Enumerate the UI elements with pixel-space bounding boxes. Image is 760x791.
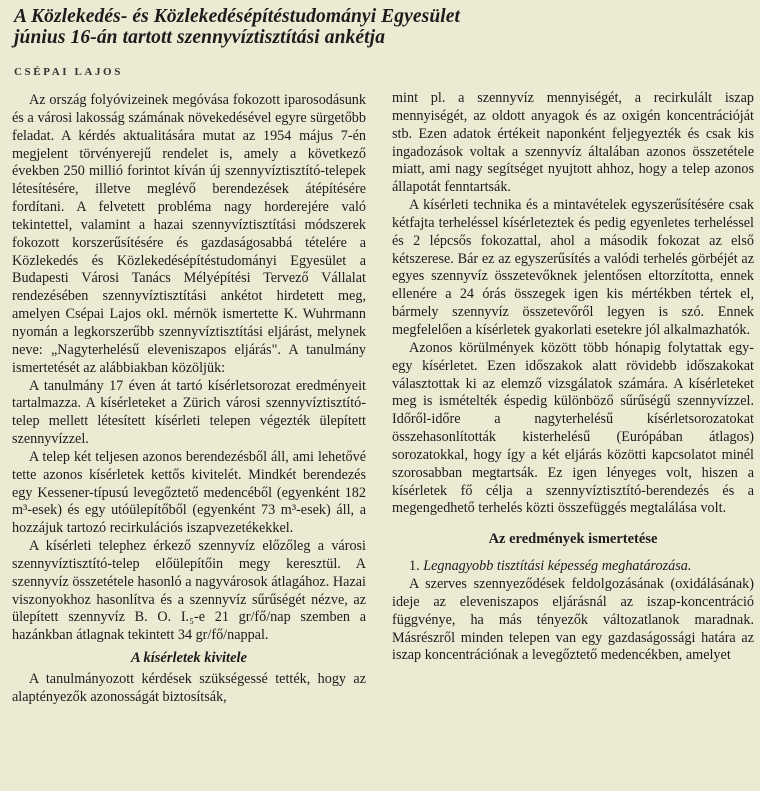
- body-paragraph: A tanulmányozott kérdések szükségessé tették, hogy az alaptényezők azonosságát biztosítsák,: [12, 671, 366, 705]
- body-paragraph: A kísérleti technika és a mintavételek egyszerűsítésére csak kétfajta terheléssel kísérleteztek és pedig egyenletes terheléssel és 2 lépcsős fokozattal, ahol a második fokozat az első kétszerese. Bár ez az egyszerűsítés a valódi terhelés görbéjét az egyes szennyvíz összetevőknek jelentősen eltorzította, ennek ellenére a 24 órás összegek igen kis mértékben tértek el, bármely szennyvíz összetevőről legyen is szó. Ennek megfelelően a kísérletek gyakorlati esetekre jól alkalmazhatók.: [392, 197, 754, 338]
- section-heading-results: Az eredmények ismertetése: [488, 531, 658, 548]
- article-header: [14, 6, 750, 48]
- article-title: [14, 6, 750, 48]
- continued-paragraph: mint pl. a szennyvíz mennyiségét, a recirkulált iszap mennyiségét, az oldott anyagok és az oxigén koncentrációját stb. Ezen adatok értékeit naponként feljegyezték és csak kis ingadozások voltak a szennyvíz általában azonos összetétele miatt, ami nagy segítséget nyujtott ahhoz, hogy a telep azonos állapotát fenntartsák.: [392, 90, 754, 196]
- body-paragraph: A kísérleti telephez érkező szennyvíz előzőleg a városi szennyvíztisztító-telep előülepítőin megy keresztül. A szennyvíz összetétele hasonló a nagyvárosok átlagához. Hazai viszonyokhoz hasonlítva és a szennyvíz sűrűségét nézve, az ülepített szennyvíz B. O. I.₅-e 21 gr/fő/nap szemben a hazánkban átlagnak tekintett 34 gr/fő/nappal.: [12, 538, 366, 644]
- body-paragraph: A telep két teljesen azonos berendezésből áll, ami lehetővé tette azonos kísérletek kettős kivitelét. Mindkét berendezés egy Kessener-típusú levegőztető medencéből (egyenként 182 m³-esek) és egy utóülepítőből (egyenként 73 m³-esek) áll, a hozzájuk tartozó recirkulációs iszapvezetékekkel.: [12, 448, 366, 537]
- author-byline: CSÉPAI LAJOS: [14, 66, 123, 78]
- body-paragraph: A tanulmány 17 éven át tartó kísérletsorozat eredményeit tartalmazza. A kísérleteket a Zürich városi szennyvíztisztító-telep mellett létesített kísérleti telepen végezték ülepített szennyvízzel.: [12, 377, 366, 448]
- subheading-number: 1.: [409, 558, 420, 575]
- section-heading-experiments: A kísérletek kivitele: [131, 650, 247, 667]
- right-column: [392, 90, 754, 665]
- body-paragraph: A szerves szennyeződések feldolgozásának (oxidálásának) ideje az eleveniszapos eljárásnál az iszap-koncentráció függvénye, ha más tényezők változatlanok maradnak. Másrészről minden telepen van egy gazdaságossági határa az iszap koncentrációnak a levegőztető medencékben, amelyet: [392, 576, 754, 664]
- subheading-text: Legnagyobb tisztítási képesség meghatározása.: [423, 558, 692, 575]
- title-line-2: június 16-án tartott szennyvíztisztítási ankétja: [14, 27, 386, 48]
- subheading-1: [392, 558, 754, 576]
- title-line-1: A Közlekedés- és Közlekedésépítéstudományi Egyesület: [14, 6, 461, 27]
- intro-paragraph: Az ország folyóvizeinek megóvása fokozott iparosodásunk és a városi lakosság számának növekedésével egyre sürgetőbb feladat. A kérdés aktualitására mutat az 1954 május 7-én megjelent törvényerejű rendelet is, amely a következő években 250 millió forintot kíván új szennyvíztisztító-telepek létesítésére, illetve meglévő berendezések átépítésére fordítani. A felvetett probléma nagy horderejére való tekintettel, valamint a hazai szennyvíztisztítási módszerek fokozott korszerűsítésére és gazdaságosabbá tételére a Közlekedés és Közlekedésépítéstudományi Egyesület a Budapesti Városi Tanács Mélyépítési Tervező Vállalat rendezésében szennyvíztisztítási ankétot hirdetett meg, amelyen Csépai Lajos okl. mérnök ismertette K. Wuhrmann nyomán a legkorszerűbb szennyvíztisztítási eljárást, melynek neve: „Nagyterhelésű eleveniszapos eljárás". A tanulmány ismertetését az alábbiakban közöljük:: [12, 92, 366, 376]
- body-paragraph: Azonos körülmények között több hónapig folytattak egy-egy kísérletet. Ezen időszakok alatt rövidebb időszakokat választottak ki az elemző vizsgálatok számára. A kísérleteket meg is ismételték éspedig különböző sűrűségű szennyvízzel. Időről-időre a nagyterhelésű kísérletsorozatokat összehasonlították kisterhelésű (Európában átlagos) sorozatokkal, hogy így a két eljárás közötti kapcsolatot minél szorosabban megtartsák. Ez igen lényeges volt, hiszen a kísérletek fő célja a szennyvíztisztító-berendezés és a megengedhető terhelés közti összefüggés megtalálása volt.: [392, 339, 754, 517]
- left-column: [12, 92, 366, 707]
